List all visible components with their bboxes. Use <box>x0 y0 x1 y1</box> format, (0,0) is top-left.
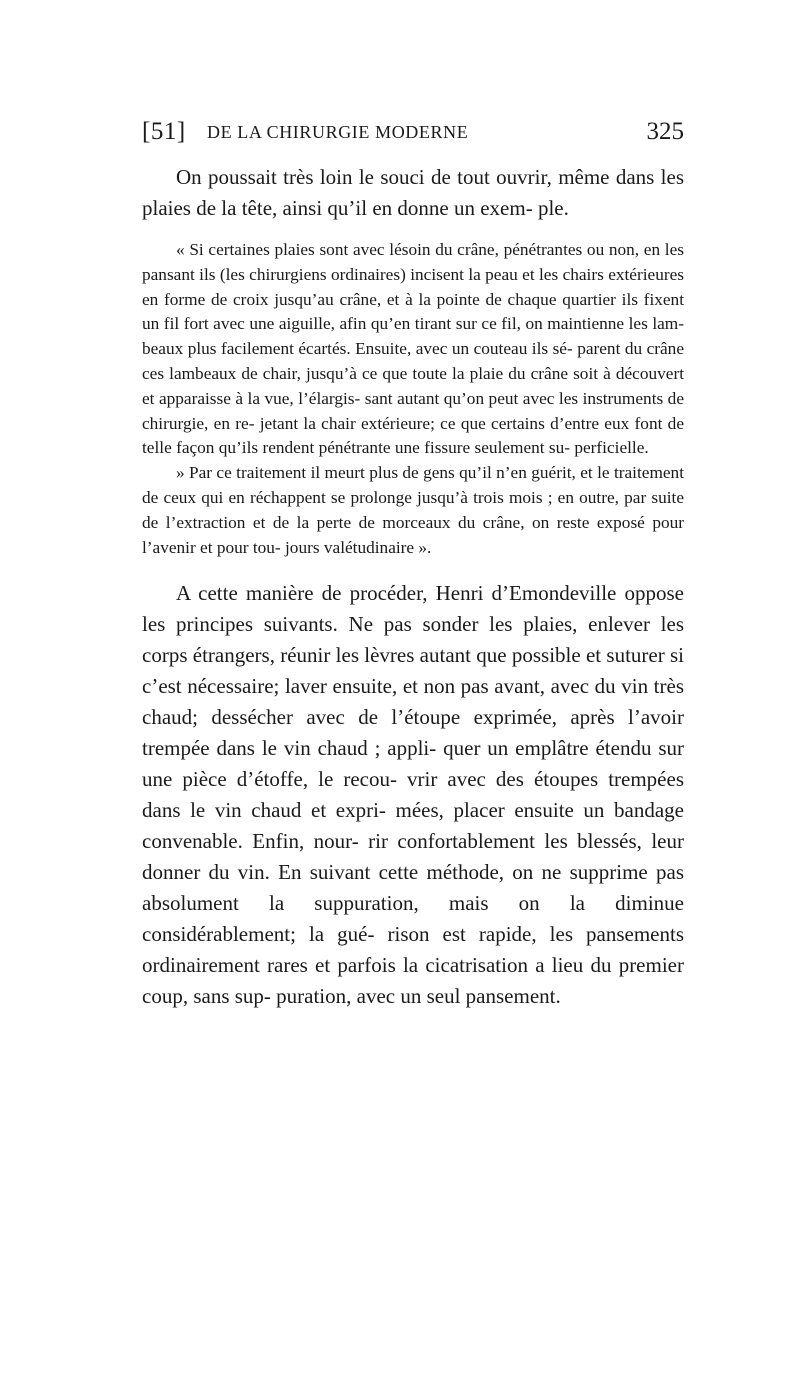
quote-paragraph-2: » Par ce traitement il meurt plus de gens qu’il n’en guérit, et le traitement de ceux qui en réchappent se prolonge jusqu’à trois mois ; en outre, par suite de l’extraction et de la perte de morceaux du crâne, on reste exposé pour l’avenir et pour tou- jours valétudinaire ». <box>142 463 684 557</box>
paragraph-principles: A cette manière de procéder, Henri d’Emondeville oppose les principes suivants. Ne pas sonder les plaies, enlever les corps étrangers, réunir les lèvres autant que possible et suturer si c’est nécessaire; laver ensuite, et non pas avant, avec du vin très chaud; dessécher avec de l’étoupe exprimée, après l’avoir trempée dans le vin chaud ; appli- quer un emplâtre étendu sur une pièce d’étoffe, le recou- vrir avec des étoupes trempées dans le vin chaud et expri- mées, placer ensuite un bandage convenable. Enfin, nour- rir confortablement les blessés, leur donner du vin. En suivant cette méthode, on ne supprime pas absolument la suppuration, mais on la diminue considérablement; la gué- rison est rapide, les pansements ordinairement rares et parfois la cicatrisation a lieu du premier coup, sans sup- puration, avec un seul pansement. <box>142 581 684 1009</box>
page-number: 325 <box>646 118 684 145</box>
body-text <box>142 162 684 1012</box>
quote-paragraph-1: « Si certaines plaies sont avec lésoin du crâne, pénétrantes ou non, en les pansant ils (les chirurgiens ordinaires) incisent la peau et les chairs extérieures en forme de croix jusqu’au crâne, et à la pointe de chaque quartier ils fixent un fil fort avec une aiguille, afin qu’en tirant sur ce fil, on maintienne les lam- beaux plus facilement écartés. Ensuite, avec un couteau ils sé- parent du crâne ces lambeaux de chair, jusqu’à ce que toute la plaie du crâne soit à découvert et apparaisse à la vue, l’élargis- sant autant qu’on peut avec les instruments de chirurgie, en re- jetant la chair extérieure; ce que certains d’entre eux font de telle façon qu’ils rendent pénétrante une fissure seulement su- perficielle. <box>142 240 684 458</box>
page-bracket-number: [51] <box>142 118 186 145</box>
book-page <box>142 118 684 1012</box>
running-head <box>142 118 684 158</box>
running-title: DE LA CHIRURGIE MODERNE <box>207 122 469 142</box>
paragraph-intro: On poussait très loin le souci de tout ouvrir, même dans les plaies de la tête, ainsi qu’il en donne un exem- ple. <box>142 165 684 220</box>
